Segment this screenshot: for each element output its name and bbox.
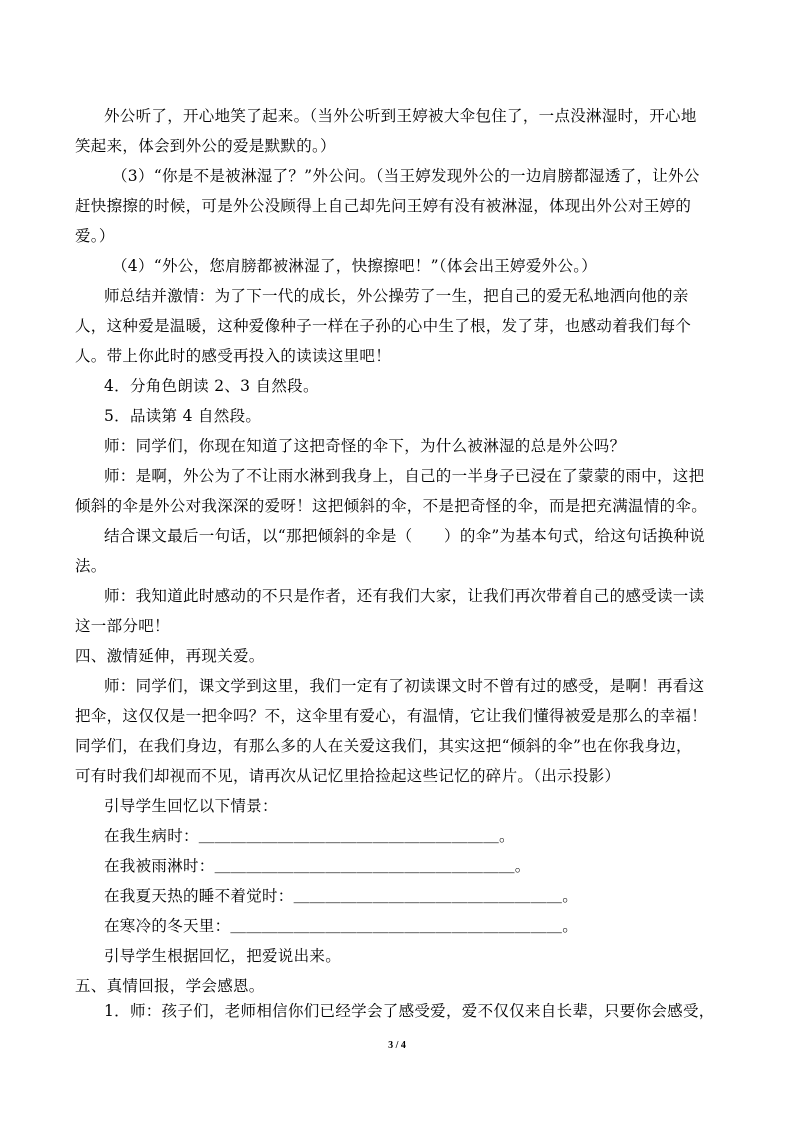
fill-in-line: 在我生病时：＿＿＿＿＿＿＿＿＿＿＿＿＿＿＿＿＿＿＿。 [104, 827, 515, 845]
paragraph-line: 4．分角色朗读 2、3 自然段。 [104, 377, 319, 395]
fill-in-line: 在我夏天热的睡不着觉时：＿＿＿＿＿＿＿＿＿＿＿＿＿＿＿＿＿。 [104, 887, 579, 905]
paragraph-line: 师：同学们，课文学到这里，我们一定有了初读课文时不曾有过的感受，是啊！再看这 [104, 677, 705, 695]
paragraph-line: 同学们，在我们身边，有那么多的人在关爱这我们，其实这把“倾斜的伞”也在你我身边， [75, 737, 692, 755]
paragraph-line: （4）“外公，您肩膀都被淋湿了，快擦擦吧！”（体会出王婷爱外公。） [112, 257, 598, 275]
paragraph-line: 把伞，这仅仅是一把伞吗？不，这伞里有爱心，有温情，它让我们懂得被爱是那么的幸福！ [75, 707, 708, 725]
paragraph-line: 笑起来，体会到外公的爱是默默的。） [75, 137, 336, 155]
paragraph-line: 师总结并激情：为了下一代的成长，外公操劳了一生，把自己的爱无私地洒向他的亲 [104, 287, 689, 305]
paragraph-line: 倾斜的伞是外公对我深深的爱呀！这把倾斜的伞，不是把奇怪的伞，而是把充满温情的伞。 [75, 497, 708, 515]
paragraph-line: 师：是啊，外公为了不让雨水淋到我身上，自己的一半身子已浸在了蒙蒙的雨中，这把 [104, 467, 705, 485]
paragraph-line: 师：我知道此时感动的不只是作者，还有我们大家，让我们再次带着自己的感受读一读 [104, 587, 705, 605]
paragraph-line: 1．师：孩子们，老师相信你们已经学会了感受爱，爱不仅仅来自长辈，只要你会感受， [104, 1002, 715, 1020]
paragraph-line: 引导学生回忆以下情景： [104, 797, 278, 815]
paragraph-line: 人。带上你此时的感受再投入的读读这里吧！ [75, 347, 392, 365]
paragraph-line: 可有时我们却视而不见，请再次从记忆里拾捡起这些记忆的碎片。（出示投影） [75, 767, 621, 785]
paragraph-line: 外公听了，开心地笑了起来。（当外公听到王婷被大伞包住了，一点没淋湿时，开心地 [104, 107, 697, 125]
paragraph-line: 赶快擦擦的时候，可是外公没顾得上自己却先问王婷有没有被淋湿，体现出外公对王婷的 [75, 197, 692, 215]
fill-in-line: 在我被雨淋时：＿＿＿＿＿＿＿＿＿＿＿＿＿＿＿＿＿＿＿。 [104, 857, 531, 875]
paragraph-line: 人，这种爱是温暖，这种爱像种子一样在子孙的心中生了根，发了芽，也感动着我们每个 [75, 317, 692, 335]
section-heading: 五、真情回报，学会感恩。 [75, 977, 265, 995]
paragraph-line: 这一部分吧！ [75, 617, 170, 635]
paragraph-line: 5．品读第 4 自然段。 [104, 407, 262, 425]
paragraph-line: 引导学生根据回忆，把爱说出来。 [104, 947, 342, 965]
paragraph-line: 法。 [75, 557, 107, 575]
paragraph-line: 结合课文最后一句话，以“那把倾斜的伞是（ ）的伞”为基本句式，给这句话换种说 [104, 527, 706, 545]
paragraph-line: （3）“你是不是被淋湿了？”外公问。（当王婷发现外公的一边肩膀都湿透了，让外公 [112, 167, 700, 185]
page-number: 3 / 4 [388, 1040, 406, 1051]
paragraph-line: 爱。） [75, 227, 115, 245]
fill-in-line: 在寒冷的冬天里：＿＿＿＿＿＿＿＿＿＿＿＿＿＿＿＿＿＿＿＿＿。 [104, 917, 579, 935]
section-heading: 四、激情延伸，再现关爱。 [75, 647, 265, 665]
paragraph-line: 师：同学们，你现在知道了这把奇怪的伞下，为什么被淋湿的总是外公吗？ [104, 437, 626, 455]
